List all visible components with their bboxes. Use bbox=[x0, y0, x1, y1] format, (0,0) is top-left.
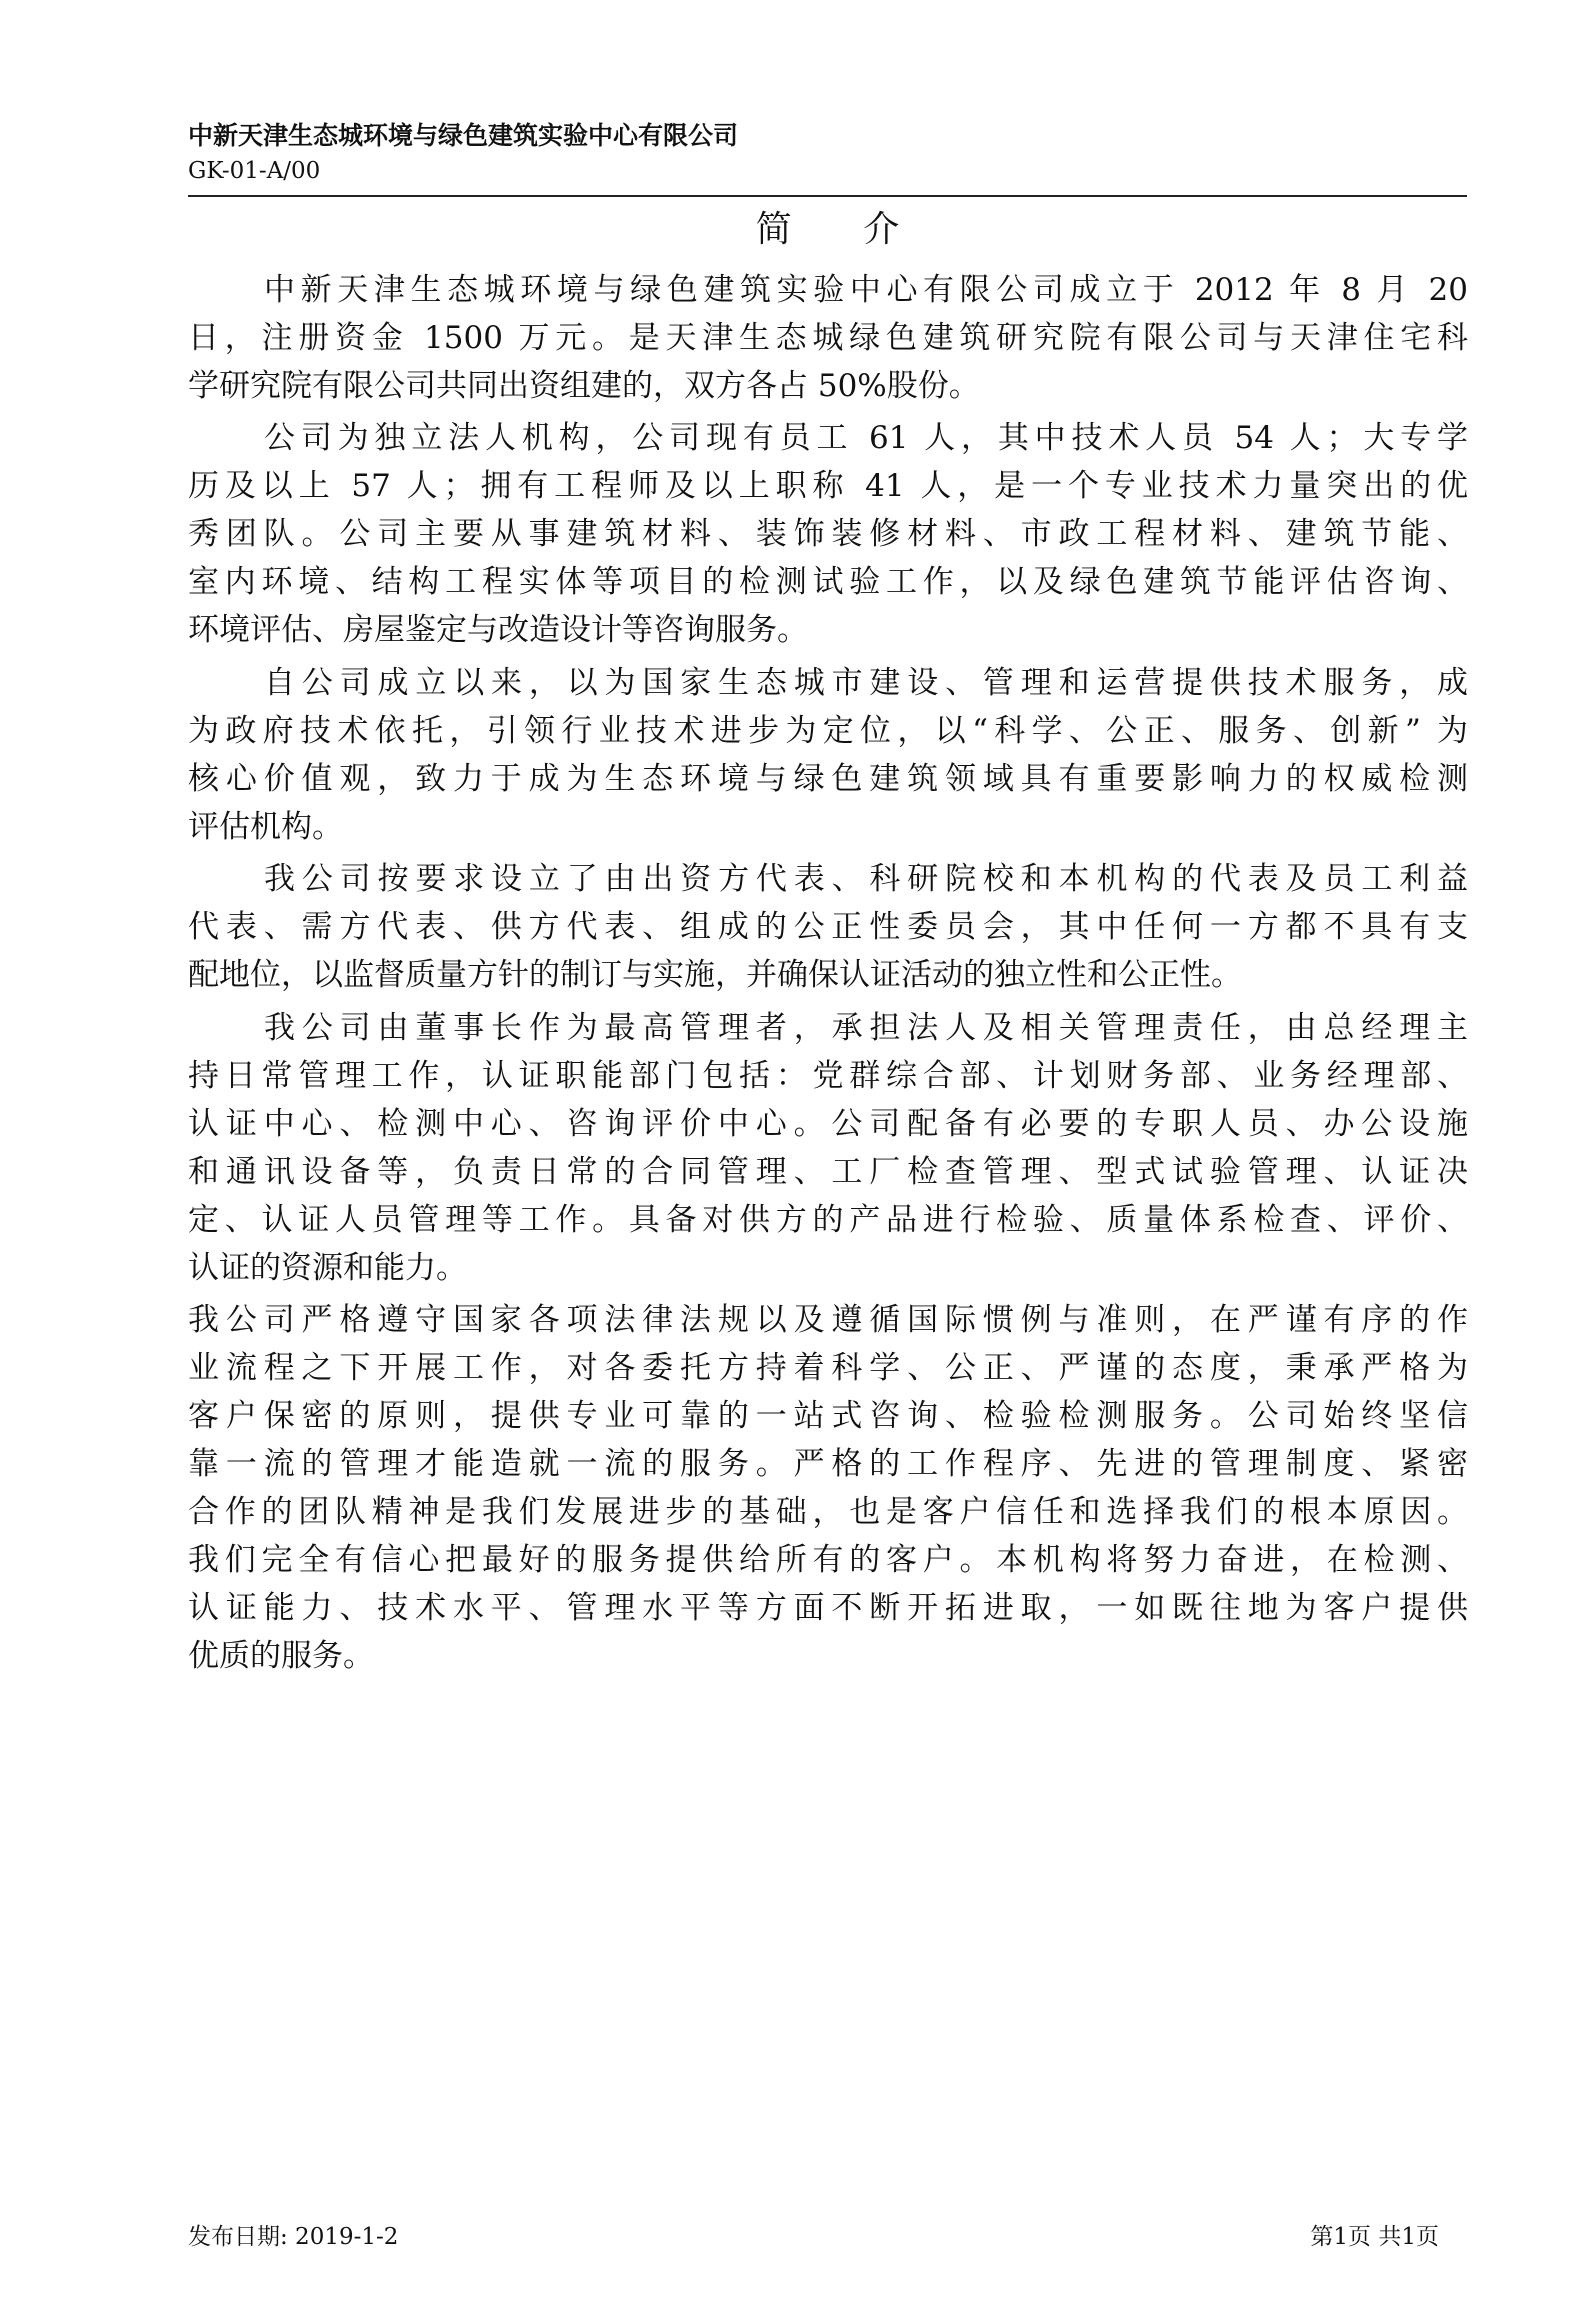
paragraph-line: 公司为独立法人机构，公司现有员工 61 人，其中技术人员 54 人；大专学 bbox=[264, 420, 1468, 457]
paragraph-line: 我公司按要求设立了由出资方代表、科研院校和本机构的代表及员工利益 bbox=[264, 861, 1468, 898]
paragraph-line: 定、认证人员管理等工作。具备对供方的产品进行检验、质量体系检查、评价、 bbox=[188, 1201, 1468, 1238]
paragraph-line: 和通讯设备等，负责日常的合同管理、工厂检查管理、型式试验管理、认证决 bbox=[188, 1153, 1468, 1190]
paragraph-line: 靠一流的管理才能造就一流的服务。严格的工作程序、先进的管理制度、紧密 bbox=[188, 1445, 1468, 1482]
paragraph-line: 我们完全有信心把最好的服务提供给所有的客户。本机构将努力奋进，在检测、 bbox=[188, 1541, 1468, 1578]
paragraph-line: 优质的服务。 bbox=[188, 1637, 374, 1674]
page-header bbox=[188, 118, 1468, 188]
paragraph-line: 认证中心、检测中心、咨询评价中心。公司配备有必要的专职人员、办公设施 bbox=[188, 1105, 1468, 1142]
footer-publish-date: 发布日期: 2019-1-2 bbox=[188, 2224, 399, 2250]
body-paragraph bbox=[188, 1296, 1468, 1680]
paragraph-line: 历及以上 57 人；拥有工程师及以上职称 41 人，是一个专业技术力量突出的优 bbox=[188, 468, 1468, 505]
paragraph-line: 持日常管理工作，认证职能部门包括：党群综合部、计划财务部、业务经理部、 bbox=[188, 1057, 1468, 1094]
page-title: 简 介 bbox=[755, 209, 930, 250]
paragraph-line: 认证的资源和能力。 bbox=[188, 1249, 467, 1286]
paragraph-line: 代表、需方代表、供方代表、组成的公正性委员会，其中任何一方都不具有支 bbox=[188, 909, 1468, 946]
footer-page-info: 第1页 共1页 bbox=[1310, 2224, 1439, 2250]
paragraph-line: 环境评估、房屋鉴定与改造设计等咨询服务。 bbox=[188, 612, 808, 649]
paragraph-line: 学研究院有限公司共同出资组建的，双方各占 50%股份。 bbox=[188, 368, 980, 404]
paragraph-line: 核心价值观，致力于成为生态环境与绿色建筑领域具有重要影响力的权威检测 bbox=[188, 760, 1468, 797]
paragraph-line: 日，注册资金 1500 万元。是天津生态城绿色建筑研究院有限公司与天津住宅科 bbox=[188, 320, 1468, 356]
paragraph-line: 我公司严格遵守国家各项法律法规以及遵循国际惯例与准则，在严谨有序的作 bbox=[188, 1301, 1468, 1338]
paragraph-line: 秀团队。公司主要从事建筑材料、装饰装修材料、市政工程材料、建筑节能、 bbox=[188, 516, 1468, 553]
paragraph-line: 自公司成立以来，以为国家生态城市建设、管理和运营提供技术服务，成 bbox=[264, 664, 1468, 701]
body-paragraph bbox=[188, 855, 1468, 999]
paragraph-line: 中新天津生态城环境与绿色建筑实验中心有限公司成立于 2012 年 8 月 20 bbox=[264, 272, 1468, 308]
header-document-code: GK-01-A/00 bbox=[188, 158, 321, 184]
paragraph-line: 室内环境、结构工程实体等项目的检测试验工作，以及绿色建筑节能评估咨询、 bbox=[188, 564, 1468, 601]
body-paragraph bbox=[188, 659, 1468, 851]
header-company-name: 中新天津生态城环境与绿色建筑实验中心有限公司 bbox=[188, 121, 739, 150]
body-paragraph bbox=[188, 1004, 1468, 1292]
paragraph-line: 业流程之下开展工作，对各委托方持着科学、公正、严谨的态度，秉承严格为 bbox=[188, 1349, 1468, 1386]
paragraph-line: 评估机构。 bbox=[188, 808, 343, 845]
paragraph-line: 为政府技术依托，引领行业技术进步为定位，以“科学、公正、服务、创新” 为 bbox=[188, 712, 1468, 749]
paragraph-line: 合作的团队精神是我们发展进步的基础，也是客户信任和选择我们的根本原因。 bbox=[188, 1493, 1468, 1530]
header-divider bbox=[188, 195, 1467, 197]
body-paragraph bbox=[188, 414, 1468, 654]
paragraph-line: 客户保密的原则，提供专业可靠的一站式咨询、检验检测服务。公司始终坚信 bbox=[188, 1397, 1468, 1434]
document-body bbox=[188, 266, 1468, 1684]
body-paragraph bbox=[188, 266, 1468, 410]
paragraph-line: 认证能力、技术水平、管理水平等方面不断开拓进取，一如既往地为客户提供 bbox=[188, 1589, 1468, 1626]
paragraph-line: 我公司由董事长作为最高管理者，承担法人及相关管理责任，由总经理主 bbox=[264, 1009, 1468, 1046]
paragraph-line: 配地位，以监督质量方针的制订与实施，并确保认证活动的独立性和公正性。 bbox=[188, 957, 1242, 994]
